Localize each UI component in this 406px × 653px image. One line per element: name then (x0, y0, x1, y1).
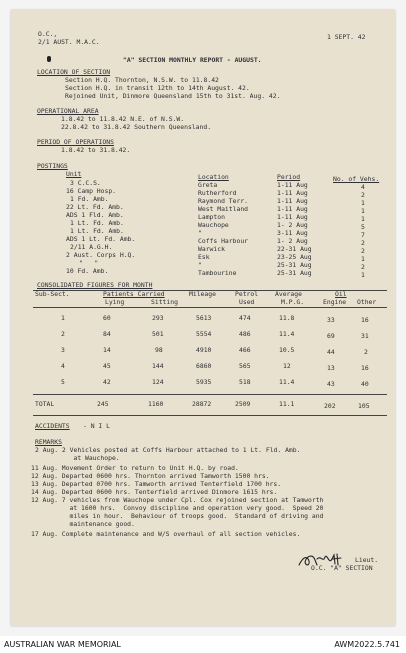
postings-vehs: 1 (361, 271, 365, 279)
postings-col-vehs: No. of Vehs. (333, 175, 380, 183)
cell-petrol: 466 (239, 346, 251, 354)
total-other: 105 (358, 402, 370, 410)
cell-sub: 1 (61, 314, 65, 322)
postings-location: West Maitland (198, 205, 249, 213)
postings-vehs: 4 (361, 183, 365, 191)
remarks-line: 2 Aug. 2 Vehicles posted at Coffs Harbour attached to 1 Lt. Fld. Amb. (35, 446, 301, 454)
cell-mileage: 5554 (196, 330, 212, 338)
cell-sub: 2 (61, 330, 65, 338)
cell-engine: 43 (327, 380, 335, 388)
location-heading: LOCATION OF SECTION (37, 68, 111, 76)
postings-unit: 1 Lt. Fd. Amb. (70, 219, 124, 227)
unit-line-1: O.C., (38, 30, 58, 38)
cell-other: 16 (361, 316, 369, 324)
col-used: Used (239, 298, 255, 306)
accidents-value: - N I L (83, 422, 110, 430)
col-oil: Oil (335, 290, 347, 298)
report-body (11, 10, 395, 626)
cell-other: 40 (361, 380, 369, 388)
postings-period: 1-11 Aug (277, 213, 308, 221)
postings-unit: 1 Lt. Fd. Amb. (70, 227, 124, 235)
unit-line-2: 2/1 AUST. M.A.C. (38, 38, 100, 46)
cell-engine: 44 (327, 348, 335, 356)
postings-unit: 2/11 A.G.H. (70, 243, 113, 251)
location-line: Rejoined Unit, Dinmore Queensland 15th to 31st. Aug. 42. (65, 92, 281, 100)
total-sitting: 1160 (148, 400, 164, 408)
remarks-line: at Wauchope. (35, 454, 120, 462)
postings-col-period: Period (277, 173, 301, 181)
postings-location: " (198, 229, 202, 237)
col-sitting: Sitting (151, 298, 178, 306)
table-rule-bottom (33, 415, 387, 416)
accidents-heading: ACCIDENTS (35, 422, 70, 430)
signature-rank: Lieut. (355, 556, 379, 564)
cell-lying: 84 (103, 330, 111, 338)
report-date: 1 SEPT. 42 (327, 33, 366, 41)
signature-title: O.C. "A" SECTION (311, 564, 373, 572)
postings-col-unit: Unit (66, 170, 82, 178)
col-patients: Patients Carried (103, 290, 165, 298)
location-line: Section H.Q. in transit 12th to 14th August. 42. (65, 84, 250, 92)
remarks-line: 12 Aug. Departed 0600 hrs. Thornton arrived Tamworth 1500 hrs. (31, 472, 270, 480)
postings-location: " (198, 261, 202, 269)
col-lying: Lying (105, 298, 125, 306)
postings-period: 1-11 Aug (277, 189, 308, 197)
postings-location: Lampton (198, 213, 225, 221)
cell-mpg: 11.4 (279, 330, 295, 338)
postings-period: 1-11 Aug (277, 197, 308, 205)
operational-heading: OPERATIONAL AREA (37, 107, 99, 115)
cell-mpg: 10.5 (279, 346, 295, 354)
col-mileage: Mileage (189, 290, 216, 298)
col-other: Other (357, 298, 377, 306)
cell-mileage: 6860 (196, 362, 212, 370)
cell-other: 16 (361, 364, 369, 372)
postings-period: 1-11 Aug (277, 181, 308, 189)
postings-vehs: 7 (361, 231, 365, 239)
remarks-line: 17 Aug. Complete maintenance and W/S overhaul of all section vehicles. (31, 530, 301, 538)
remarks-line: 11 Aug. Movement Order to return to Unit H.Q. by road. (31, 464, 239, 472)
cell-sub: 3 (61, 346, 65, 354)
footer-accession-number: AWM2022.5.741 (334, 640, 400, 649)
postings-location: Tambourine (198, 269, 237, 277)
cell-sitting: 501 (152, 330, 164, 338)
postings-location: Rutherford (198, 189, 237, 197)
postings-vehs: 2 (361, 239, 365, 247)
remarks-line: 14 Aug. Departed 0600 hrs. Tenterfield arrived Dinmore 1615 hrs. (31, 488, 278, 496)
cell-mileage: 4910 (196, 346, 212, 354)
postings-unit: 22 Lt. Fd. Amb. (66, 203, 124, 211)
postings-unit: 2 Aust. Corps H.Q. (66, 251, 136, 259)
remarks-line: miles in hour. Behaviour of troops good. Standard of driving and (31, 512, 324, 520)
cell-sitting: 144 (152, 362, 164, 370)
document-page (11, 10, 395, 626)
consolidated-heading: CONSOLIDATED FIGURES FOR MONTH (37, 281, 153, 289)
cell-mpg: 12 (283, 362, 291, 370)
cell-mpg: 11.8 (279, 314, 295, 322)
cell-sitting: 124 (152, 378, 164, 386)
remarks-line: at 1600 hrs. Convoy discipline and operation very good. Speed 20 (31, 504, 324, 512)
period-line: 1.8.42 to 31.8.42. (61, 146, 131, 154)
postings-unit: ADS 1 Fld. Amb. (66, 211, 124, 219)
cell-petrol: 486 (239, 330, 251, 338)
cell-lying: 42 (103, 378, 111, 386)
location-line: Section H.Q. Thornton, N.S.W. to 11.8.42 (65, 76, 219, 84)
museum-footer (0, 636, 406, 653)
postings-vehs: 1 (361, 207, 365, 215)
cell-engine: 33 (327, 316, 335, 324)
postings-unit: 16 Camp Hosp. (66, 187, 117, 195)
col-petrol: Petrol (235, 290, 259, 298)
postings-vehs: 1 (361, 199, 365, 207)
table-rule-total (33, 394, 387, 395)
cell-mpg: 11.4 (279, 378, 295, 386)
cell-petrol: 518 (239, 378, 251, 386)
postings-period: 23-25 Aug (277, 253, 312, 261)
postings-col-location: Location (198, 173, 229, 181)
postings-unit: 3 C.C.S. (70, 179, 101, 187)
postings-vehs: 2 (361, 247, 365, 255)
remarks-line: maintenance good. (31, 520, 135, 528)
postings-unit: ADS 1 Lt. Fd. Amb. (66, 235, 136, 243)
total-petrol: 2509 (235, 400, 251, 408)
postings-unit: " " (79, 259, 99, 267)
cell-lying: 14 (103, 346, 111, 354)
postings-period: 25-31 Aug (277, 269, 312, 277)
cell-engine: 69 (327, 332, 335, 340)
postings-location: Coffs Harbour (198, 237, 249, 245)
cell-sitting: 98 (155, 346, 163, 354)
postings-location: Esk (198, 253, 210, 261)
period-heading: PERIOD OF OPERATIONS (37, 138, 114, 146)
col-average: Average (275, 290, 302, 298)
cell-petrol: 565 (239, 362, 251, 370)
postings-period: 1-11 Aug (277, 205, 308, 213)
col-subsect: Sub-Sect. (35, 290, 70, 298)
total-engine: 202 (324, 402, 336, 410)
postings-location: Wauchope (198, 221, 229, 229)
postings-vehs: 5 (361, 223, 365, 231)
cell-other: 2 (364, 348, 368, 356)
col-engine: Engine (323, 298, 347, 306)
cell-sub: 4 (61, 362, 65, 370)
cell-sitting: 293 (152, 314, 164, 322)
remarks-line: 12 Aug. 7 vehicles from Wauchope under Cpl. Cox rejoined section at Tamworth (31, 496, 324, 504)
cell-sub: 5 (61, 378, 65, 386)
postings-location: Raymond Terr. (198, 197, 249, 205)
postings-unit: 10 Fd. Amb. (66, 267, 109, 275)
postings-vehs: 2 (361, 263, 365, 271)
total-mpg: 11.1 (279, 400, 295, 408)
remarks-heading: REMARKS (35, 438, 62, 446)
operational-line: 1.8.42 to 11.8.42 N.E. of N.S.W. (61, 115, 185, 123)
postings-vehs: 2 (361, 191, 365, 199)
postings-period: 3-11 Aug (277, 229, 308, 237)
total-mileage: 28872 (192, 400, 212, 408)
postings-unit: 1 Fd. Amb. (70, 195, 109, 203)
report-title: "A" SECTION MONTHLY REPORT - AUGUST. (123, 56, 262, 64)
postings-vehs: 1 (361, 215, 365, 223)
cell-other: 31 (361, 332, 369, 340)
cell-engine: 13 (327, 364, 335, 372)
postings-period: 22-31 Aug (277, 245, 312, 253)
cell-lying: 60 (103, 314, 111, 322)
postings-location: Warwick (198, 245, 225, 253)
postings-location: Greta (198, 181, 218, 189)
cell-mileage: 5613 (196, 314, 212, 322)
cell-petrol: 474 (239, 314, 251, 322)
total-label: TOTAL (35, 400, 55, 408)
postings-vehs: 1 (361, 255, 365, 263)
col-mpg: M.P.G. (281, 298, 305, 306)
cell-lying: 45 (103, 362, 111, 370)
total-lying: 245 (97, 400, 109, 408)
operational-line: 22.8.42 to 31.8.42 Southern Queensland. (61, 123, 212, 131)
postings-heading: POSTINGS (37, 162, 68, 170)
postings-period: 1- 2 Aug (277, 237, 308, 245)
cell-mileage: 5935 (196, 378, 212, 386)
postings-period: 1- 2 Aug (277, 221, 308, 229)
footer-institution: AUSTRALIAN WAR MEMORIAL (4, 640, 121, 649)
table-rule-head (33, 307, 387, 308)
postings-period: 25-31 Aug (277, 261, 312, 269)
remarks-line: 13 Aug. Departed 0700 hrs. Tamworth arrived Tenterfield 1700 hrs. (31, 480, 282, 488)
